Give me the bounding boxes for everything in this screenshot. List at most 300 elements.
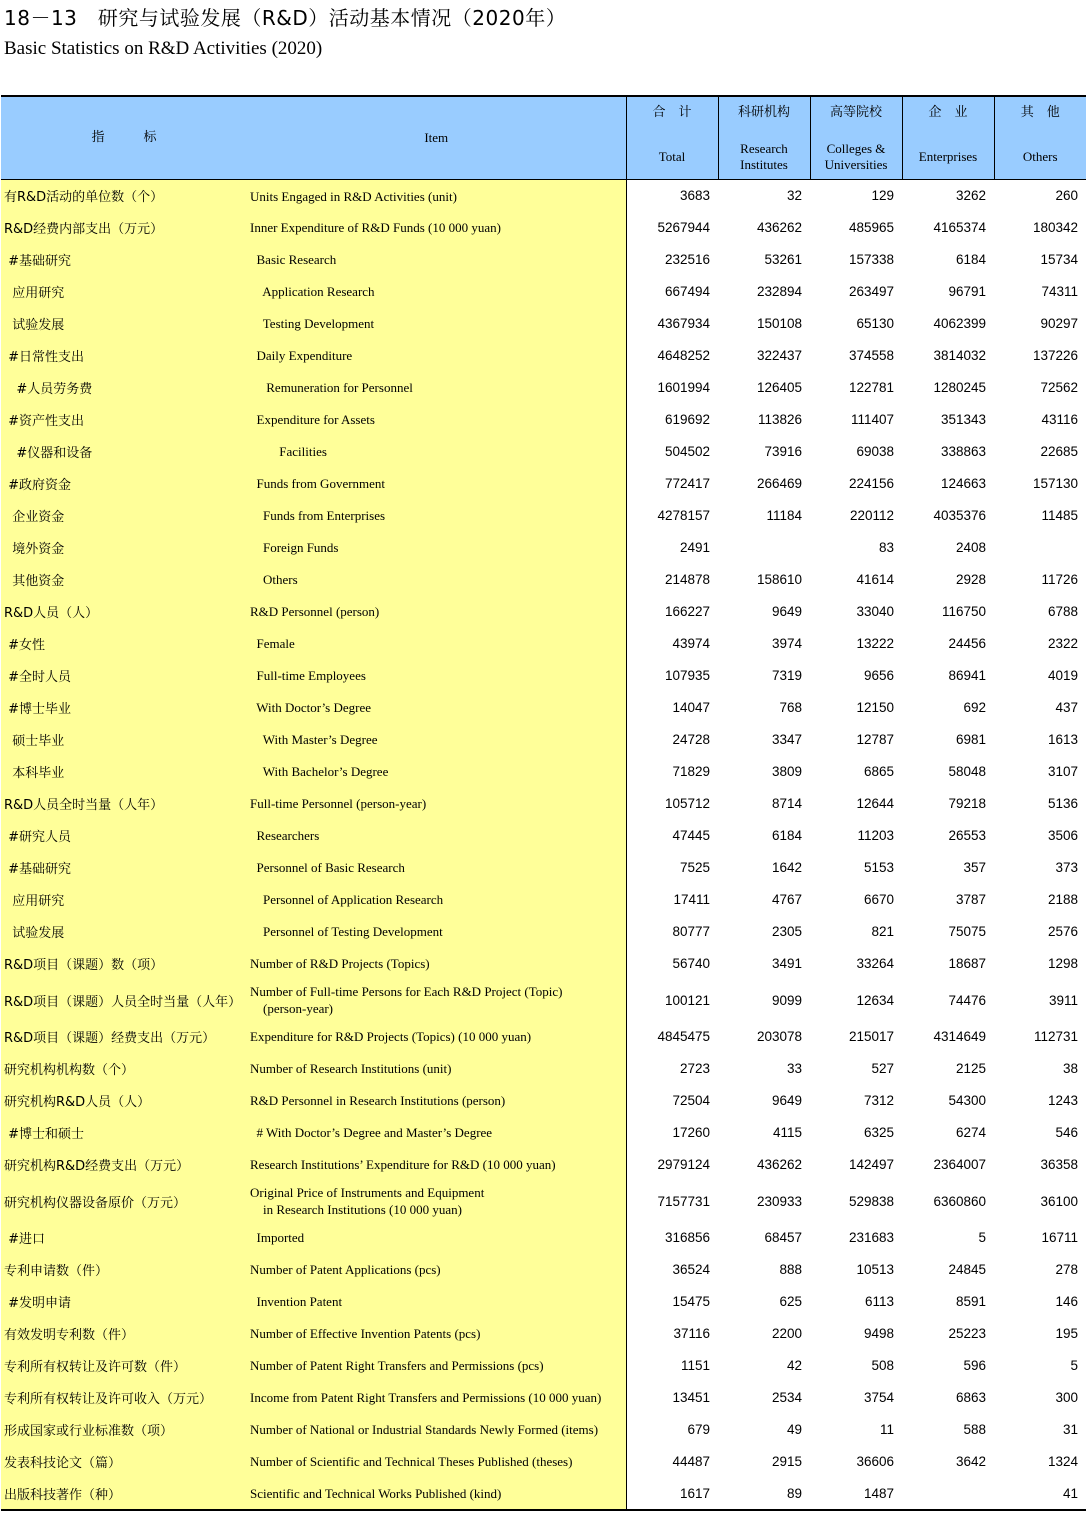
enterprises-value-cell: 351343: [940, 412, 986, 427]
colleges-universities-value-cell: 3754: [863, 1390, 894, 1405]
total-value-cell: 36524: [626, 1254, 718, 1286]
item-en-text: With Master’s Degree: [250, 732, 378, 748]
total-value-cell: 105712: [626, 788, 718, 820]
indicator-zh-cell: #日常性支出: [1, 340, 247, 372]
item-en-cell: [247, 404, 626, 436]
others-value-cell: 1243: [1047, 1093, 1078, 1108]
total-value-cell: 504502: [626, 436, 718, 468]
total-value-cell: 667494: [626, 276, 718, 308]
table-row: [1, 692, 1086, 724]
item-en-cell: [247, 1021, 626, 1053]
indicator-zh-cell: 硕士毕业: [1, 724, 247, 756]
total-value-cell: 17411: [626, 884, 718, 916]
research-institutes-value-cell: 68457: [764, 1230, 802, 1245]
others-value-cell: 1298: [1047, 956, 1078, 971]
indicator-zh-cell: 出版科技著作（种）: [1, 1478, 247, 1510]
colleges-universities-value-cell: 157338: [848, 252, 894, 267]
total-value-cell: 214878: [626, 564, 718, 596]
item-en-cell: [247, 1053, 626, 1085]
indicator-zh-cell: R&D项目（课题）经费支出（万元）: [1, 1021, 247, 1053]
item-en-text: Number of Scientific and Technical Theses Published (theses): [250, 1454, 573, 1470]
enterprises-value-cell: 3262: [955, 188, 986, 204]
table-row: [1, 756, 1086, 788]
total-value-cell: 2491: [626, 532, 718, 564]
item-en-text: Funds from Government: [250, 476, 386, 492]
enterprises-value-cell: 54300: [948, 1093, 986, 1108]
research-institutes-value-cell: 266469: [756, 476, 802, 491]
research-institutes-value-cell: 126405: [756, 380, 802, 395]
others-value-cell: 437: [1055, 700, 1078, 715]
enterprises-value-cell: 3814032: [933, 348, 986, 363]
indicator-zh-cell: 研究机构R&D经费支出（万元）: [1, 1149, 247, 1181]
colleges-universities-value-cell: 10513: [856, 1262, 894, 1277]
table-row: [1, 500, 1086, 532]
item-en-cell: [247, 884, 626, 916]
item-en-text: Personnel of Application Research: [250, 892, 444, 908]
item-en-cell: [247, 212, 626, 244]
item-en-text: Daily Expenditure: [250, 348, 353, 364]
others-value-cell: 15734: [1040, 252, 1078, 267]
enterprises-value-cell: 2408: [955, 540, 986, 555]
item-en-text: Funds from Enterprises: [250, 508, 386, 524]
item-en-text: Research Institutions’ Expenditure for R&D (10 000 yuan): [250, 1157, 556, 1173]
research-institutes-value-cell: 9649: [771, 604, 802, 619]
item-en-text: Units Engaged in R&D Activities (unit): [250, 188, 457, 204]
header-total: 合 计 Total: [626, 96, 718, 180]
enterprises-value-cell: 6981: [955, 732, 986, 747]
others-value-cell: 22685: [1040, 444, 1078, 459]
enterprises-value-cell: 75075: [948, 924, 986, 939]
research-institutes-value-cell: 3491: [771, 956, 802, 971]
indicator-zh-cell: #人员劳务费: [1, 372, 247, 404]
table-row: [1, 1149, 1086, 1181]
research-institutes-value-cell: 4767: [771, 892, 802, 907]
research-institutes-value-cell: 11184: [766, 508, 802, 523]
others-value-cell: 11485: [1041, 508, 1078, 523]
enterprises-value-cell: 338863: [940, 444, 986, 459]
item-en-text: Number of National or Industrial Standards Newly Formed (items): [250, 1422, 599, 1438]
research-institutes-value-cell: 436262: [756, 220, 802, 235]
item-en-text: With Doctor’s Degree: [250, 700, 372, 716]
indicator-zh-cell: 企业资金: [1, 500, 247, 532]
enterprises-value-cell: 1280245: [933, 380, 986, 395]
research-institutes-value-cell: 6184: [771, 828, 802, 843]
others-value-cell: 74311: [1041, 284, 1078, 299]
item-en-text: Number of Patent Right Transfers and Permissions (pcs): [250, 1358, 544, 1374]
enterprises-value-cell: 18687: [948, 956, 986, 971]
total-value-cell: 1151: [626, 1350, 718, 1382]
total-value-cell: 4845475: [626, 1021, 718, 1053]
item-en-cell: [247, 1478, 626, 1510]
others-value-cell: 90297: [1040, 316, 1078, 331]
enterprises-value-cell: 4165374: [933, 220, 986, 235]
colleges-universities-value-cell: 12787: [856, 732, 894, 747]
indicator-zh-cell: 试验发展: [1, 308, 247, 340]
others-value-cell: 36100: [1040, 1193, 1078, 1209]
item-en-text: Number of R&D Projects (Topics): [250, 956, 430, 972]
others-value-cell: 300: [1055, 1390, 1078, 1405]
total-value-cell: 1601994: [626, 372, 718, 404]
colleges-universities-value-cell: 111407: [850, 412, 894, 427]
item-en-text: # With Doctor’s Degree and Master’s Degree: [250, 1125, 493, 1141]
research-institutes-value-cell: [718, 532, 810, 564]
table-row: [1, 884, 1086, 916]
total-value-cell: 15475: [626, 1286, 718, 1318]
research-institutes-value-cell: 3809: [771, 764, 802, 779]
item-en-text: Number of Research Institutions (unit): [250, 1061, 452, 1077]
header-item: Item: [247, 96, 626, 180]
item-en-text: Income from Patent Right Transfers and Permissions (10 000 yuan): [250, 1390, 602, 1406]
table-row: [1, 564, 1086, 596]
table-row: [1, 436, 1086, 468]
item-en-cell: [247, 852, 626, 884]
research-institutes-value-cell: 436262: [756, 1157, 802, 1172]
table-row: [1, 1021, 1086, 1053]
item-en-cell: [247, 1350, 626, 1382]
total-value-cell: 232516: [626, 244, 718, 276]
colleges-universities-value-cell: 13222: [856, 636, 894, 651]
indicator-zh-cell: 有R&D活动的单位数（个）: [1, 180, 247, 212]
others-value-cell: 5136: [1047, 796, 1078, 811]
item-en-cell: [247, 244, 626, 276]
header-research-institutes: 科研机构 Research Institutes: [718, 96, 810, 180]
table-row: [1, 532, 1086, 564]
others-value-cell: 546: [1055, 1125, 1078, 1140]
indicator-zh-cell: #基础研究: [1, 244, 247, 276]
item-en-cell: [247, 820, 626, 852]
colleges-universities-value-cell: 374558: [848, 348, 894, 363]
research-institutes-value-cell: 625: [779, 1294, 802, 1309]
table-row: [1, 628, 1086, 660]
research-institutes-value-cell: 33: [786, 1061, 802, 1076]
colleges-universities-value-cell: 6113: [864, 1294, 894, 1309]
indicator-zh-cell: 有效发明专利数（件）: [1, 1318, 247, 1350]
indicator-zh-cell: 专利申请数（件）: [1, 1254, 247, 1286]
table-row: [1, 1053, 1086, 1085]
table-row: [1, 596, 1086, 628]
others-value-cell: 41: [994, 1478, 1086, 1510]
item-en-text: Number of Effective Invention Patents (pcs): [250, 1326, 481, 1342]
enterprises-value-cell: 6863: [955, 1390, 986, 1405]
colleges-universities-value-cell: 11203: [857, 828, 894, 843]
research-institutes-value-cell: 2915: [771, 1454, 802, 1469]
research-institutes-value-cell: 158610: [756, 572, 802, 587]
table-row: [1, 724, 1086, 756]
research-institutes-value-cell: 1642: [771, 860, 802, 875]
enterprises-value-cell: [902, 1478, 994, 1510]
others-value-cell: 43116: [1041, 412, 1078, 427]
item-en-cell: [247, 1446, 626, 1478]
others-value-cell: 3506: [1047, 828, 1078, 843]
table-row: [1, 404, 1086, 436]
enterprises-value-cell: 24845: [948, 1262, 986, 1277]
indicator-zh-cell: 形成国家或行业标准数（项）: [1, 1414, 247, 1446]
item-en-cell: [247, 596, 626, 628]
item-en-cell: [247, 1222, 626, 1254]
item-en-cell: [247, 916, 626, 948]
item-en-cell: [247, 500, 626, 532]
research-institutes-value-cell: 768: [779, 700, 802, 715]
table-row: [1, 1478, 1086, 1510]
table-row: [1, 372, 1086, 404]
research-institutes-value-cell: 49: [786, 1422, 802, 1437]
research-institutes-value-cell: 3347: [771, 732, 802, 747]
item-en-cell: [247, 756, 626, 788]
research-institutes-value-cell: 42: [786, 1358, 802, 1373]
research-institutes-value-cell: 9099: [771, 992, 802, 1008]
others-value-cell: 1324: [1047, 1454, 1078, 1469]
research-institutes-value-cell: 230933: [756, 1193, 802, 1209]
total-value-cell: 4367934: [626, 308, 718, 340]
item-en-text: Scientific and Technical Works Published (kind): [250, 1485, 502, 1501]
page-title: 18－13 研究与试验发展（R&D）活动基本情况（2020年）: [4, 6, 567, 30]
research-institutes-value-cell: 9649: [771, 1093, 802, 1108]
header-colleges-universities: 高等院校 Colleges & Universities: [810, 96, 902, 180]
enterprises-value-cell: 124663: [940, 476, 986, 491]
research-institutes-value-cell: 3974: [771, 636, 802, 651]
enterprises-value-cell: 2364007: [933, 1157, 986, 1172]
total-value-cell: 80777: [626, 916, 718, 948]
total-value-cell: 1617: [626, 1478, 718, 1510]
research-institutes-value-cell: 2305: [771, 924, 802, 939]
enterprises-value-cell: 4314649: [933, 1029, 986, 1044]
others-value-cell: 36358: [1040, 1157, 1078, 1172]
others-value-cell: 180342: [1032, 220, 1078, 235]
item-en-text: Female: [250, 636, 295, 652]
research-institutes-value-cell: 888: [779, 1262, 802, 1277]
colleges-universities-value-cell: 220112: [849, 508, 894, 523]
enterprises-value-cell: 3787: [955, 892, 986, 907]
enterprises-value-cell: 2125: [955, 1061, 986, 1076]
others-value-cell: 157130: [1032, 476, 1078, 491]
colleges-universities-value-cell: 83: [878, 540, 894, 555]
item-en-cell: [247, 788, 626, 820]
colleges-universities-value-cell: 12150: [856, 700, 894, 715]
others-value-cell: 16711: [1041, 1230, 1078, 1245]
enterprises-value-cell: 6360860: [933, 1193, 986, 1209]
enterprises-value-cell: 596: [963, 1358, 986, 1373]
item-en-text: R&D Personnel in Research Institutions (person): [250, 1093, 506, 1109]
item-en-cell: [247, 436, 626, 468]
colleges-universities-value-cell: 231683: [848, 1230, 894, 1245]
others-value-cell: 373: [1055, 860, 1078, 875]
colleges-universities-value-cell: 215017: [848, 1029, 894, 1044]
research-institutes-value-cell: 2534: [771, 1390, 802, 1405]
colleges-universities-value-cell: 6670: [863, 892, 894, 907]
item-en-cell: [247, 180, 626, 212]
header-others: 其 他 Others: [994, 96, 1086, 180]
colleges-universities-value-cell: 65130: [856, 316, 894, 331]
total-value-cell: 4648252: [626, 340, 718, 372]
item-en-cell: [247, 468, 626, 500]
item-en-text: Number of Full-time Persons for Each R&D Project (Topic) (person-year): [250, 984, 563, 1016]
table-row: [1, 788, 1086, 820]
item-en-text: Full-time Employees: [250, 668, 366, 684]
total-value-cell: 619692: [626, 404, 718, 436]
total-value-cell: 7525: [626, 852, 718, 884]
indicator-zh-cell: R&D人员全时当量（人年）: [1, 788, 247, 820]
item-en-text: Application Research: [250, 284, 375, 300]
colleges-universities-value-cell: 41614: [856, 572, 894, 587]
colleges-universities-value-cell: 33040: [856, 604, 894, 619]
item-en-text: Foreign Funds: [250, 540, 339, 556]
colleges-universities-value-cell: 9656: [863, 668, 894, 683]
item-en-text: Personnel of Testing Development: [250, 924, 443, 940]
colleges-universities-value-cell: 821: [871, 924, 894, 939]
others-value-cell: 2322: [1047, 636, 1078, 651]
enterprises-value-cell: 2928: [955, 572, 986, 587]
indicator-zh-cell: #基础研究: [1, 852, 247, 884]
item-en-cell: [247, 724, 626, 756]
indicator-zh-cell: R&D项目（课题）数（项）: [1, 948, 247, 980]
indicator-zh-cell: 研究机构机构数（个）: [1, 1053, 247, 1085]
table-row: [1, 276, 1086, 308]
enterprises-value-cell: 4062399: [933, 316, 986, 331]
indicator-zh-cell: #全时人员: [1, 660, 247, 692]
total-value-cell: 7157731: [626, 1181, 718, 1222]
item-en-cell: [247, 1254, 626, 1286]
colleges-universities-value-cell: 9498: [863, 1326, 894, 1341]
others-value-cell: 3107: [1047, 764, 1078, 779]
total-value-cell: 100121: [626, 980, 718, 1021]
indicator-zh-cell: 研究机构R&D人员（人）: [1, 1085, 247, 1117]
table-row: [1, 1382, 1086, 1414]
total-value-cell: 17260: [626, 1117, 718, 1149]
item-en-text: Inner Expenditure of R&D Funds (10 000 yuan): [250, 220, 501, 236]
total-value-cell: 316856: [626, 1222, 718, 1254]
research-institutes-value-cell: 322437: [756, 348, 802, 363]
total-value-cell: 37116: [626, 1318, 718, 1350]
indicator-zh-cell: 专利所有权转让及许可收入（万元）: [1, 1382, 247, 1414]
total-value-cell: 47445: [626, 820, 718, 852]
header-indicator: 指 标: [1, 96, 247, 180]
indicator-zh-cell: R&D项目（课题）人员全时当量（人年）: [1, 980, 247, 1021]
total-value-cell: 2723: [626, 1053, 718, 1085]
total-value-cell: 166227: [626, 596, 718, 628]
colleges-universities-value-cell: 12634: [856, 992, 894, 1008]
indicator-zh-cell: 其他资金: [1, 564, 247, 596]
item-en-text: Basic Research: [250, 252, 337, 268]
total-value-cell: 56740: [626, 948, 718, 980]
item-en-text: R&D Personnel (person): [250, 604, 380, 620]
indicator-zh-cell: #政府资金: [1, 468, 247, 500]
total-value-cell: 107935: [626, 660, 718, 692]
item-en-cell: [247, 980, 626, 1021]
enterprises-value-cell: 79218: [948, 796, 986, 811]
header-enterprises: 企 业 Enterprises: [902, 96, 994, 180]
indicator-zh-cell: 试验发展: [1, 916, 247, 948]
statistics-table: [1, 95, 1086, 1511]
indicator-zh-cell: 应用研究: [1, 276, 247, 308]
others-value-cell: [994, 532, 1086, 564]
research-institutes-value-cell: 203078: [756, 1029, 802, 1044]
total-value-cell: 71829: [626, 756, 718, 788]
total-value-cell: 43974: [626, 628, 718, 660]
colleges-universities-value-cell: 11: [879, 1422, 894, 1437]
item-en-cell: [247, 308, 626, 340]
item-en-cell: [247, 340, 626, 372]
item-en-text: Testing Development: [250, 316, 375, 332]
others-value-cell: 2188: [1047, 892, 1078, 907]
item-en-cell: [247, 1117, 626, 1149]
others-value-cell: 4019: [1047, 668, 1078, 683]
research-institutes-value-cell: 53261: [764, 252, 802, 267]
item-en-text: Personnel of Basic Research: [250, 860, 405, 876]
others-value-cell: 5: [1070, 1358, 1078, 1373]
table-row: [1, 212, 1086, 244]
table-row: [1, 1350, 1086, 1382]
item-en-text: Facilities: [250, 444, 327, 460]
enterprises-value-cell: 116750: [941, 604, 986, 619]
item-en-text: Imported: [250, 1230, 305, 1246]
enterprises-value-cell: 96791: [948, 284, 986, 299]
enterprises-value-cell: 5: [978, 1230, 986, 1245]
table-row: [1, 1085, 1086, 1117]
research-institutes-value-cell: 73916: [764, 444, 802, 459]
colleges-universities-value-cell: 33264: [856, 956, 894, 971]
enterprises-value-cell: 4035376: [933, 508, 986, 523]
colleges-universities-value-cell: 263497: [848, 284, 894, 299]
others-value-cell: 260: [1055, 188, 1078, 204]
colleges-universities-value-cell: 12644: [856, 796, 894, 811]
table-row: [1, 468, 1086, 500]
table-row: [1, 980, 1086, 1021]
item-en-text: Number of Patent Applications (pcs): [250, 1262, 441, 1278]
item-en-cell: [247, 1382, 626, 1414]
research-institutes-value-cell: 32: [786, 188, 802, 204]
colleges-universities-value-cell: 5153: [863, 860, 894, 875]
item-en-cell: [247, 692, 626, 724]
others-value-cell: 195: [1055, 1326, 1078, 1341]
indicator-zh-cell: #博士毕业: [1, 692, 247, 724]
research-institutes-value-cell: 232894: [756, 284, 802, 299]
enterprises-value-cell: 6184: [955, 252, 986, 267]
indicator-zh-cell: #发明申请: [1, 1286, 247, 1318]
enterprises-value-cell: 74476: [948, 992, 986, 1008]
item-en-cell: [247, 1318, 626, 1350]
item-en-cell: [247, 532, 626, 564]
item-en-text: With Bachelor’s Degree: [250, 764, 389, 780]
item-en-text: Remuneration for Personnel: [250, 380, 413, 396]
page-subtitle: Basic Statistics on R&D Activities (2020): [4, 38, 323, 59]
table-row: [1, 1446, 1086, 1478]
item-en-text: Original Price of Instruments and Equipment in Research Institutions (10 000 yuan): [250, 1185, 485, 1217]
colleges-universities-value-cell: 485965: [848, 220, 894, 235]
colleges-universities-value-cell: 508: [871, 1358, 894, 1373]
enterprises-value-cell: 6274: [955, 1125, 986, 1140]
item-en-text: Expenditure for R&D Projects (Topics) (10 000 yuan): [250, 1029, 532, 1045]
colleges-universities-value-cell: 6325: [863, 1125, 894, 1140]
total-value-cell: 14047: [626, 692, 718, 724]
colleges-universities-value-cell: 1487: [810, 1478, 902, 1510]
total-value-cell: 13451: [626, 1382, 718, 1414]
table-row: [1, 1222, 1086, 1254]
research-institutes-value-cell: 113826: [757, 412, 802, 427]
indicator-zh-cell: 应用研究: [1, 884, 247, 916]
total-value-cell: 4278157: [626, 500, 718, 532]
item-en-cell: [247, 948, 626, 980]
item-en-cell: [247, 1085, 626, 1117]
research-institutes-value-cell: 4115: [772, 1125, 802, 1140]
table-body: [1, 180, 1086, 1510]
table-row: [1, 308, 1086, 340]
table-row: [1, 1181, 1086, 1222]
research-institutes-value-cell: 8714: [771, 796, 802, 811]
item-en-cell: [247, 628, 626, 660]
total-value-cell: 772417: [626, 468, 718, 500]
table-row: [1, 1318, 1086, 1350]
indicator-zh-cell: 发表科技论文（篇）: [1, 1446, 247, 1478]
